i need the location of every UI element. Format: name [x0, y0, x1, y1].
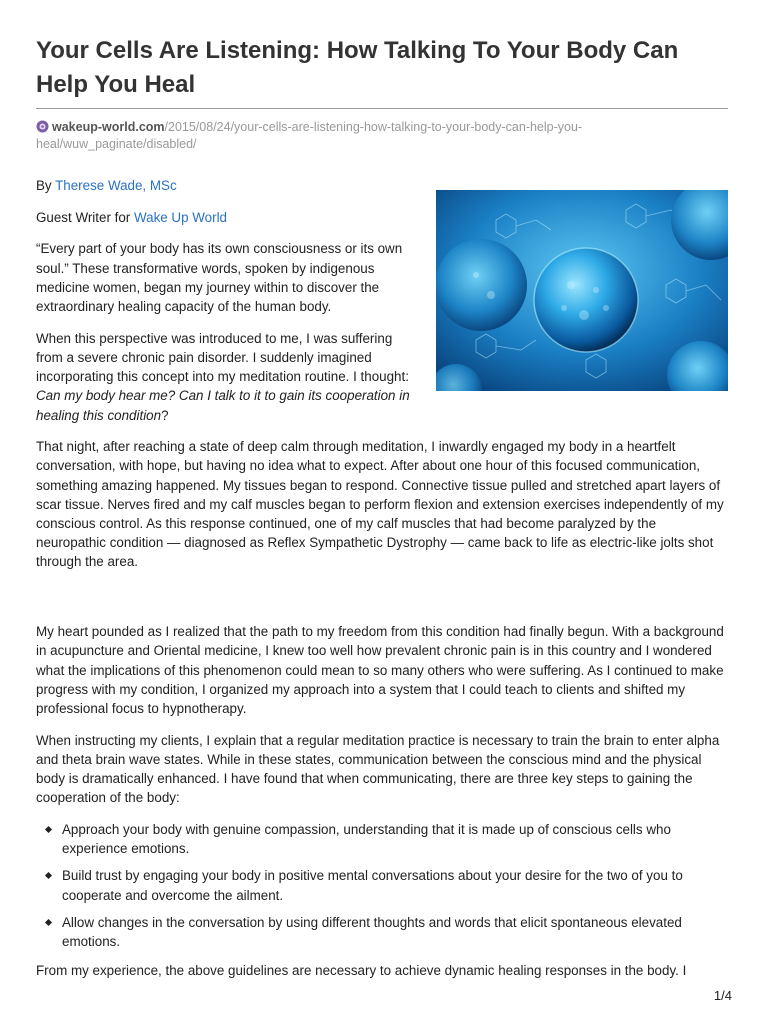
paragraph-2-lead: When this perspective was introduced to me, I was suffering from a severe chronic pain disorder. I suddenly imagined incorporating this concept into my meditation routine. I thought:: [36, 330, 409, 385]
list-item: [36, 820, 728, 858]
steps-list: [36, 820, 728, 951]
list-item-text: Build trust by engaging your body in positive mental conversations about your desire for the two of you to cooperate and overcome the ailment.: [62, 868, 683, 903]
list-item-text: Allow changes in the conversation by using different thoughts and words that elicit spontaneous elevated emotions.: [62, 914, 682, 949]
article-body: [36, 176, 728, 993]
author-link[interactable]: Therese Wade, MSc: [55, 178, 177, 193]
bullet-icon: [45, 919, 52, 926]
paragraph-6: From my experience, the above guidelines are necessary to achieve dynamic healing responses in the body. I: [36, 963, 687, 979]
title-divider: [36, 108, 728, 109]
article-image: [436, 190, 728, 391]
byline-prefix: By: [36, 178, 56, 193]
source-domain: wakeup-world.com: [52, 120, 165, 134]
publication-link[interactable]: Wake Up World: [133, 209, 227, 225]
list-item-text: Approach your body with genuine compassion, understanding that it is made up of conscious cells who experience emotions.: [62, 821, 671, 857]
paragraph-2-end: ?: [161, 407, 169, 423]
list-item: [36, 866, 728, 904]
paragraph-gap: [36, 584, 728, 622]
paragraph-1: “Every part of your body has its own consciousness or its own soul.” These transformative words, spoken by indigenous medicine women, began my journey within to discover the extraordinary healing capacity of the human body.: [36, 241, 403, 315]
guest-prefix: Guest Writer for: [36, 209, 134, 225]
paragraph-3: That night, after reaching a state of deep calm through meditation, I inwardly engaged my body in a heartfelt conversation, with hope, but having no idea what to expect. After about one hour of this focused communication, something amazing happened. My tissues began to respond. Connective tissue pulled and stretched apart layers of scar tissue. Nerves fired and my calf muscles began to perform flexion and extension exercises independently of my conscious control. As this response continued, one of my calf muscles that had become paralyzed by the neuropathic condition — diagnosed as Reflex Sympathetic Dystrophy — came back to life as electric-like jolts shot through the area.: [36, 439, 724, 570]
site-favicon-icon: [36, 120, 49, 133]
paragraph-4: My heart pounded as I realized that the path to my freedom from this condition had finally begun. With a background in acupuncture and Oriental medicine, I knew too well how prevalent chronic pain is in this country and I wondered what the implications of this phenomenon could mean to so many others who were suffering. As I continued to make progress with my condition, I organized my approach into a system that I could teach to clients and shifted my professional focus to hypnotherapy.: [36, 624, 724, 716]
paragraph-5: When instructing my clients, I explain that a regular meditation practice is necessary to train the brain to enter alpha and theta brain wave states. While in these states, communication between the conscious mind and the physical body is dramatically enhanced. I have found that when communicating, there are three key steps to gaining the cooperation of the body:: [36, 732, 720, 806]
article-title: Your Cells Are Listening: How Talking To Your Body Can Help You Heal: [36, 37, 679, 98]
page-number: 1/4: [713, 988, 732, 1003]
paragraph-2-quote: Can my body hear me? Can I talk to it to gain its cooperation in healing this condition: [36, 388, 410, 423]
source-url: [36, 119, 728, 153]
list-item: [36, 913, 728, 951]
bullet-icon: [45, 872, 52, 879]
source-path: /2015/08/24/your-cells-are-listening-how-talking-to-your-body-can-help-you-heal/wuw_paginate/disabled/: [36, 120, 583, 151]
bullet-icon: [45, 826, 52, 833]
